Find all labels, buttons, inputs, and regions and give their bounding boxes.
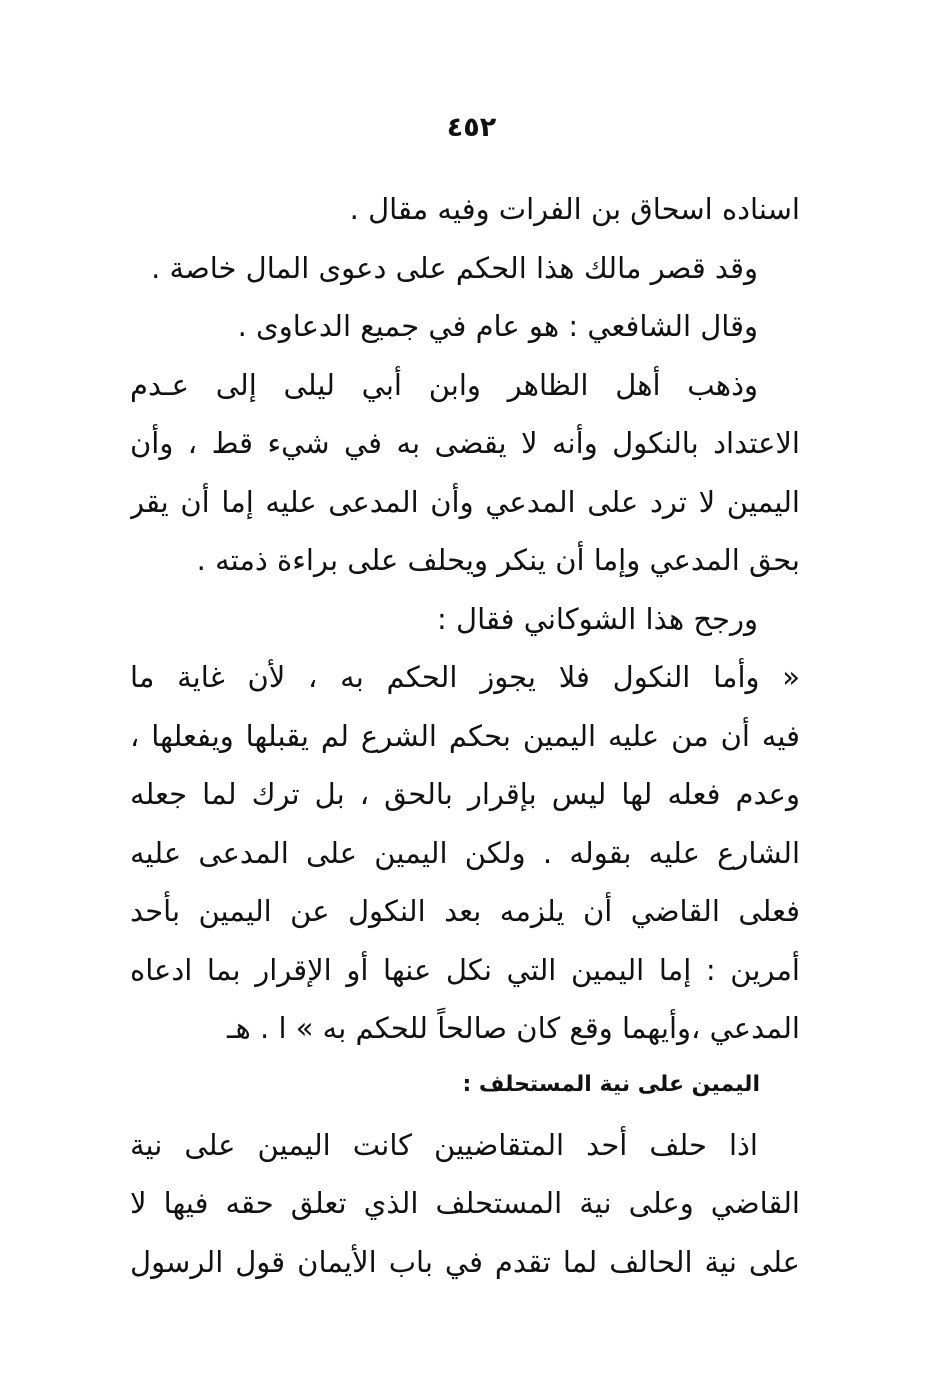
text-line-14: أمرين : إما اليمين التي نكل عنها أو الإقرار بما ادعاه	[130, 952, 800, 987]
text-line-10: فيه أن من عليه اليمين بحكم الشرع لم يقبلها ويفعلها ،	[130, 718, 800, 753]
text-line-4: وذهب أهل الظاهر وابن أبي ليلى إلى عـدم	[130, 367, 758, 402]
text-line-3: وقال الشافعي : هو عام في جميع الدعاوى .	[237, 309, 758, 343]
text-line-8: ورجح هذا الشوكاني فقال :	[437, 601, 758, 636]
page-body	[130, 180, 800, 1291]
text-line-17: القاضي وعلى نية المستحلف الذي تعلق حقه فيها لا	[130, 1186, 800, 1220]
text-line-6: اليمين لا ترد على المدعي وأن المدعى عليه إما أن يقر	[130, 484, 800, 519]
text-line-12: الشارع عليه بقوله . ولكن اليمين على المدعى عليه	[130, 835, 800, 870]
text-line-18: على نية الحالف لما تقدم في باب الأيمان قول الرسول	[130, 1244, 800, 1279]
text-line-13: فعلى القاضي أن يلزمه بعد النكول عن اليمين بأحد	[130, 894, 800, 928]
text-line-16: اذا حلف أحد المتقاضيين كانت اليمين على نية	[130, 1127, 758, 1162]
text-line-5: الاعتداد بالنكول وأنه لا يقضى به في شيء قط ، وأن	[130, 426, 800, 460]
section-heading: اليمين على نية المستحلف :	[462, 1071, 760, 1097]
page-number: ٤٥٢	[446, 112, 497, 143]
text-line-2: وقد قصر مالك هذا الحكم على دعوى المال خاصة .	[151, 250, 758, 285]
text-line-11: وعدم فعله لها ليس بإقرار بالحق ، بل ترك لما جعله	[130, 777, 800, 811]
text-line-15: المدعي ،وأيهما وقع كان صالحاً للحكم به » ا . هـ	[227, 1011, 800, 1045]
text-line-7: بحق المدعي وإما أن ينكر ويحلف على براءة ذمته .	[196, 543, 800, 577]
text-line-9: « وأما النكول فلا يجوز الحكم به ، لأن غاية ما	[130, 660, 800, 694]
text-line-1: اسناده اسحاق بن الفرات وفيه مقال .	[349, 192, 800, 226]
